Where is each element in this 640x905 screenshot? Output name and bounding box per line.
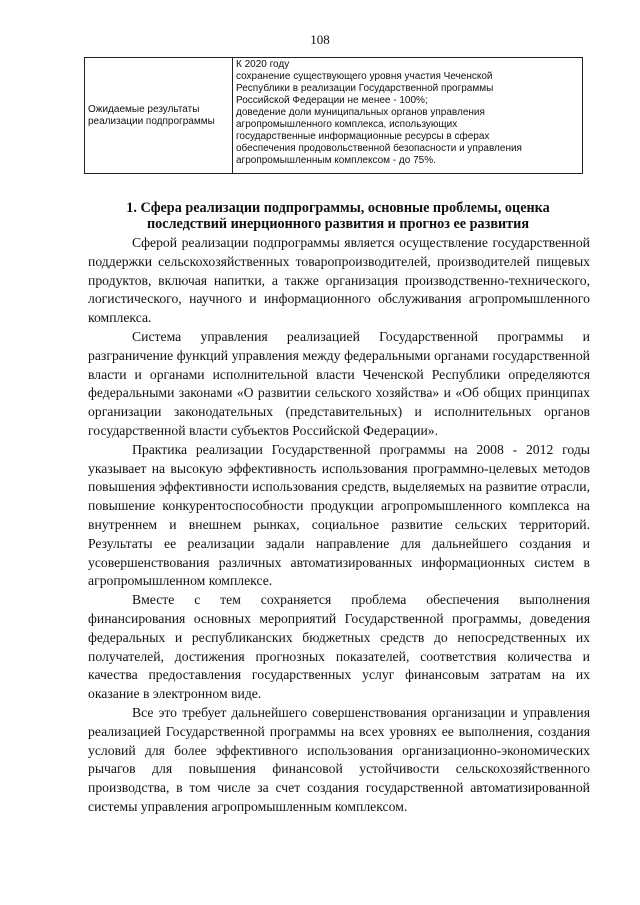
summary-value-line: агропромышленного комплекса, использующих <box>236 119 458 130</box>
paragraph: Вместе с тем сохраняется проблема обеспечения выполнения финансирования основных мероприятий Государственной программы, доведения федеральных и республиканских бюджетных средств до непосредственных их получателей, достижения прогнозных показателей, соответствия количества и качества предоставления государственных услуг финансовым затратам на их оказание в электронном виде. <box>88 592 590 702</box>
summary-value-line: обеспечения продовольственной безопасности и управления <box>236 143 522 154</box>
summary-value-line: доведение доли муниципальных органов управления <box>236 107 485 118</box>
summary-value-line: К 2020 году <box>236 59 290 70</box>
summary-value-line: государственные информационные ресурсы в сферах <box>236 131 490 142</box>
summary-value-line: Российской Федерации не менее - 100%; <box>236 95 428 106</box>
paragraph: Практика реализации Государственной программы на 2008 - 2012 годы указывает на высокую эффективность использования программно-целевых методов повышения эффективности использования средств, выделяемых на развитие отрасли, повышение конкурентоспособности продукции агропромышленного комплекса на внутреннем и внешнем рынках, социальное развитие сельских территорий. Результаты ее реализации задали направление для дальнейшего создания и усовершенствования различных автоматизированных информационных систем в агропромышленном комплексе. <box>88 441 590 589</box>
summary-label-cell: Ожидаемые результаты реализации подпрограммы <box>85 58 233 174</box>
table-row <box>85 58 583 174</box>
summary-value-line: агропромышленным комплексом - до 75%. <box>236 155 436 166</box>
summary-value-line: Республики в реализации Государственной программы <box>236 83 494 94</box>
summary-value-cell <box>233 58 583 174</box>
paragraph: Система управления реализацией Государственной программы и разграничение функций управления между федеральными органами государственной власти и органами исполнительной власти Чеченской Республики определяются федеральными законами «О развитии сельского хозяйства» и «Об общих принципах организации законодательных (представительных) и исполнительных органов государственной власти субъектов Российской Федерации». <box>88 328 590 438</box>
paragraph: Все это требует дальнейшего совершенствования организации и управления реализацией Государственной программы на всех уровнях ее выполнения, создания условий для более эффективного использования организационно-экономических рычагов для повышения финансовой устойчивости сельскохозяйственного производства, в том числе за счет создания государственной автоматизированной системы управления агропромышленным комплексом. <box>88 704 590 814</box>
section-heading: 1. Сфера реализации подпрограммы, основные проблемы, оценка последствий инерционного развития и прогноз ее развития <box>126 200 550 232</box>
summary-table <box>84 57 583 174</box>
page-number: 108 <box>310 32 330 47</box>
summary-value-line: сохранение существующего уровня участия Чеченской <box>236 71 493 82</box>
section-body <box>88 234 590 817</box>
paragraph: Сферой реализации подпрограммы является осуществление государственной поддержки сельскохозяйственных товаропроизводителей, производителей пищевых продуктов, включая напитки, а также организация производственно-технического, логистического, научного и информационного обслуживания агропромышленного комплекса. <box>88 235 590 326</box>
